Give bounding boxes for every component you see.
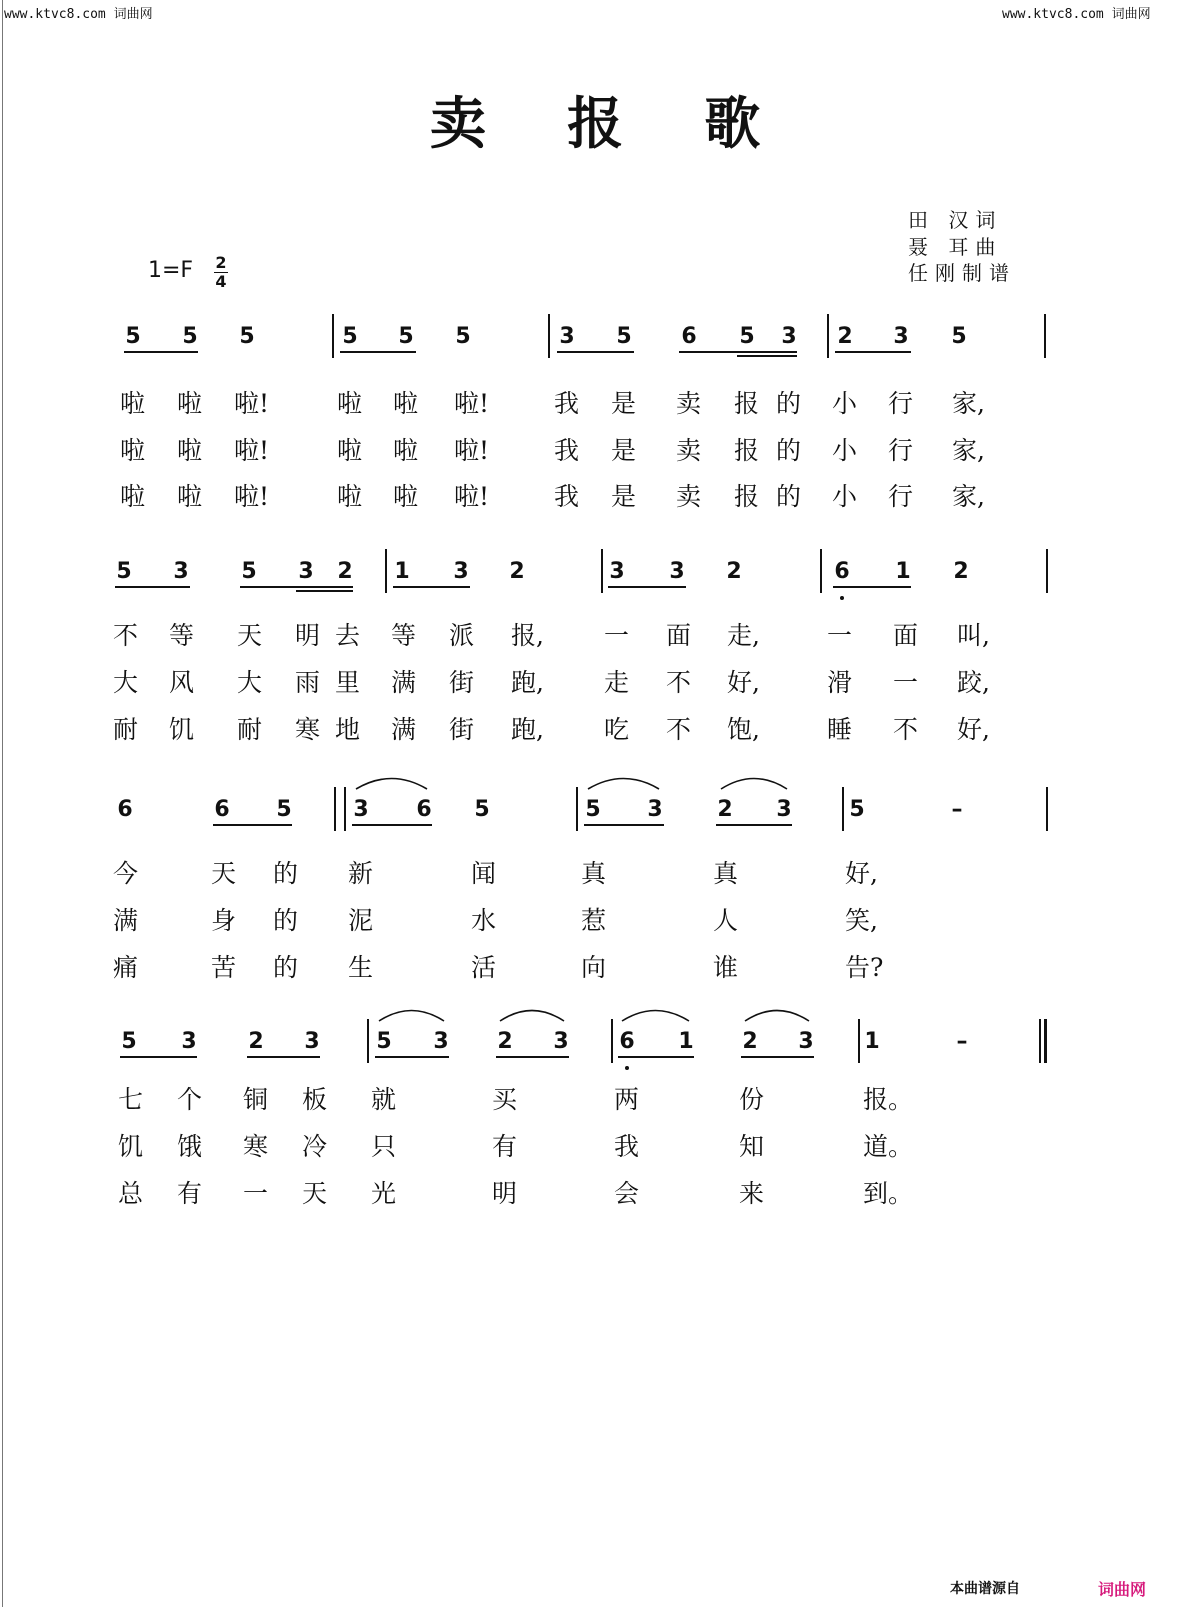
lyric-char: 的 bbox=[776, 482, 802, 511]
lyric-char: 啦 bbox=[120, 436, 146, 465]
note: 5 bbox=[951, 324, 967, 349]
beam-line bbox=[496, 1056, 569, 1058]
note: 5 bbox=[342, 324, 358, 349]
beam-line bbox=[296, 590, 353, 592]
note: 3 bbox=[798, 1029, 814, 1054]
note: 3 bbox=[781, 324, 797, 349]
lyric-char: 雨 bbox=[295, 668, 321, 697]
lyric-char: 跤, bbox=[957, 668, 990, 697]
lyric-char: 啦! bbox=[454, 482, 490, 511]
note: 5 bbox=[116, 559, 132, 584]
lyric-char: 饥 bbox=[169, 715, 195, 744]
lyric-char: 啦 bbox=[337, 482, 363, 511]
lyric-char: 新 bbox=[348, 859, 374, 888]
lyric-char: 饥 bbox=[118, 1132, 144, 1161]
lyric-char: 家, bbox=[952, 436, 985, 465]
lyric-char: 生 bbox=[348, 953, 374, 982]
lyric-char: 明 bbox=[295, 621, 321, 650]
lyric-char: 的 bbox=[273, 906, 299, 935]
lyric-char: 报 bbox=[734, 389, 760, 418]
lyric-char: 闻 bbox=[471, 859, 497, 888]
note: 2 bbox=[337, 559, 353, 584]
lyric-char: 不 bbox=[893, 715, 919, 744]
lyric-char: 笑, bbox=[845, 906, 878, 935]
bar-line bbox=[344, 787, 346, 831]
bar-line bbox=[1039, 1019, 1041, 1063]
note: 5 bbox=[616, 324, 632, 349]
lyric-char: 的 bbox=[776, 436, 802, 465]
beam-line bbox=[557, 351, 634, 353]
bar-line bbox=[385, 549, 387, 593]
octave-dot bbox=[840, 596, 844, 600]
lyric-char: 满 bbox=[391, 668, 417, 697]
lyric-char: 好, bbox=[727, 668, 760, 697]
lyric-char: 卖 bbox=[676, 482, 702, 511]
lyric-char: 向 bbox=[581, 953, 607, 982]
beam-line bbox=[608, 586, 686, 588]
beam-line bbox=[737, 355, 797, 357]
time-signature-bottom: 4 bbox=[215, 272, 227, 291]
footer-brand: 词曲网 bbox=[1098, 1580, 1147, 1599]
note: 3 bbox=[647, 797, 663, 822]
beam-line bbox=[835, 351, 911, 353]
lyric-char: 七 bbox=[118, 1085, 144, 1114]
bar-line bbox=[1046, 549, 1048, 593]
credit-lyricist: 田 汉词 bbox=[908, 208, 1003, 232]
lyric-char: 饱, bbox=[727, 715, 760, 744]
lyric-char: 家, bbox=[952, 389, 985, 418]
lyric-char: 面 bbox=[893, 621, 919, 650]
lyric-char: 家, bbox=[952, 482, 985, 511]
note: 5 bbox=[276, 797, 292, 822]
lyric-char: 有 bbox=[492, 1132, 518, 1161]
lyric-char: 报 bbox=[734, 482, 760, 511]
bar-line bbox=[842, 787, 844, 831]
lyric-char: 冷 bbox=[302, 1132, 328, 1161]
lyric-char: 身 bbox=[211, 906, 237, 935]
lyric-char: 明 bbox=[492, 1179, 518, 1208]
note: 3 bbox=[181, 1029, 197, 1054]
lyric-char: 痛 bbox=[113, 953, 139, 982]
lyric-char: 寒 bbox=[295, 715, 321, 744]
bar-line bbox=[820, 549, 822, 593]
lyric-char: 活 bbox=[471, 953, 497, 982]
beam-line bbox=[213, 824, 292, 826]
lyric-char: 大 bbox=[237, 668, 263, 697]
bar-line bbox=[548, 314, 550, 358]
note: – bbox=[956, 1029, 968, 1054]
lyric-char: 天 bbox=[211, 859, 237, 888]
note: 3 bbox=[433, 1029, 449, 1054]
lyric-char: 是 bbox=[611, 436, 637, 465]
note: 5 bbox=[585, 797, 601, 822]
lyric-char: 我 bbox=[614, 1132, 640, 1161]
note: 5 bbox=[239, 324, 255, 349]
lyric-char: 跑, bbox=[511, 715, 544, 744]
note: 3 bbox=[609, 559, 625, 584]
lyric-char: 报, bbox=[511, 621, 544, 650]
lyric-char: 是 bbox=[611, 389, 637, 418]
lyric-char: 面 bbox=[666, 621, 692, 650]
note: 3 bbox=[304, 1029, 320, 1054]
bar-line bbox=[332, 314, 334, 358]
lyric-char: 耐 bbox=[113, 715, 139, 744]
lyric-char: 耐 bbox=[237, 715, 263, 744]
lyric-char: 走, bbox=[727, 621, 760, 650]
bar-line bbox=[611, 1019, 613, 1063]
note: 3 bbox=[893, 324, 909, 349]
lyric-char: 不 bbox=[666, 668, 692, 697]
note: 1 bbox=[678, 1029, 694, 1054]
beam-line bbox=[247, 1056, 320, 1058]
lyric-char: 卖 bbox=[676, 436, 702, 465]
time-signature-top: 2 bbox=[215, 253, 227, 272]
lyric-char: 我 bbox=[554, 436, 580, 465]
lyric-char: 今 bbox=[113, 859, 139, 888]
lyric-char: 泥 bbox=[348, 906, 374, 935]
lyric-char: 啦! bbox=[234, 389, 270, 418]
lyric-char: 水 bbox=[471, 906, 497, 935]
lyric-char: 大 bbox=[113, 668, 139, 697]
note: 6 bbox=[416, 797, 432, 822]
note: – bbox=[951, 797, 963, 822]
lyric-char: 谁 bbox=[713, 953, 739, 982]
lyric-char: 啦 bbox=[120, 482, 146, 511]
lyric-char: 里 bbox=[335, 668, 361, 697]
header-left-url: www.ktvc8.com 词曲网 bbox=[4, 7, 153, 22]
note: 3 bbox=[173, 559, 189, 584]
lyric-char: 叫, bbox=[957, 621, 990, 650]
lyric-char: 啦 bbox=[177, 389, 203, 418]
note: 5 bbox=[849, 797, 865, 822]
lyric-char: 一 bbox=[243, 1179, 269, 1208]
lyric-char: 行 bbox=[888, 482, 914, 511]
note: 3 bbox=[298, 559, 314, 584]
bar-line bbox=[576, 787, 578, 831]
beam-line bbox=[679, 351, 797, 353]
note: 3 bbox=[776, 797, 792, 822]
lyric-char: 光 bbox=[371, 1179, 397, 1208]
lyric-char: 走 bbox=[604, 668, 630, 697]
lyric-char: 街 bbox=[449, 668, 475, 697]
time-signature bbox=[214, 255, 228, 290]
lyric-char: 啦 bbox=[393, 482, 419, 511]
slur-mark bbox=[355, 774, 428, 790]
note: 3 bbox=[353, 797, 369, 822]
lyric-char: 小 bbox=[832, 482, 858, 511]
bar-line bbox=[827, 314, 829, 358]
lyric-char: 好, bbox=[845, 859, 878, 888]
lyric-char: 啦 bbox=[393, 389, 419, 418]
lyric-char: 我 bbox=[554, 389, 580, 418]
slur-mark bbox=[587, 774, 660, 790]
bar-line bbox=[1046, 787, 1048, 831]
beam-line bbox=[340, 351, 416, 353]
footer-source: 本曲谱源自 bbox=[950, 1581, 1020, 1597]
note: 3 bbox=[553, 1029, 569, 1054]
lyric-char: 睡 bbox=[827, 715, 853, 744]
lyric-char: 道。 bbox=[863, 1132, 914, 1161]
note: 5 bbox=[121, 1029, 137, 1054]
lyric-char: 来 bbox=[739, 1179, 765, 1208]
credit-composer: 聂 耳曲 bbox=[908, 235, 1003, 259]
note: 6 bbox=[619, 1029, 635, 1054]
bar-line bbox=[367, 1019, 369, 1063]
lyric-char: 行 bbox=[888, 436, 914, 465]
note: 1 bbox=[864, 1029, 880, 1054]
slur-mark bbox=[621, 1006, 690, 1022]
lyric-char: 总 bbox=[118, 1179, 144, 1208]
note: 3 bbox=[453, 559, 469, 584]
note: 2 bbox=[837, 324, 853, 349]
note: 2 bbox=[953, 559, 969, 584]
note: 6 bbox=[117, 797, 133, 822]
lyric-char: 苦 bbox=[211, 953, 237, 982]
lyric-char: 啦! bbox=[454, 389, 490, 418]
lyric-char: 的 bbox=[776, 389, 802, 418]
note: 5 bbox=[241, 559, 257, 584]
note: 1 bbox=[895, 559, 911, 584]
lyric-char: 啦 bbox=[177, 436, 203, 465]
lyric-char: 啦 bbox=[393, 436, 419, 465]
note: 2 bbox=[509, 559, 525, 584]
header-right-url: www.ktvc8.com 词曲网 bbox=[1002, 7, 1151, 22]
note: 1 bbox=[394, 559, 410, 584]
lyric-char: 知 bbox=[739, 1132, 765, 1161]
lyric-char: 就 bbox=[371, 1085, 397, 1114]
lyric-char: 派 bbox=[449, 621, 475, 650]
lyric-char: 份 bbox=[739, 1085, 765, 1114]
note: 5 bbox=[182, 324, 198, 349]
note: 5 bbox=[125, 324, 141, 349]
lyric-char: 吃 bbox=[604, 715, 630, 744]
lyric-char: 风 bbox=[169, 668, 195, 697]
lyric-char: 买 bbox=[492, 1085, 518, 1114]
lyric-char: 真 bbox=[581, 859, 607, 888]
song-title: 卖 报 歌 bbox=[430, 91, 791, 157]
lyric-char: 板 bbox=[302, 1085, 328, 1114]
lyric-char: 惹 bbox=[581, 906, 607, 935]
lyric-char: 卖 bbox=[676, 389, 702, 418]
beam-line bbox=[120, 1056, 197, 1058]
slur-mark bbox=[378, 1006, 445, 1022]
note: 5 bbox=[398, 324, 414, 349]
lyric-char: 滑 bbox=[827, 668, 853, 697]
note: 6 bbox=[214, 797, 230, 822]
note: 2 bbox=[742, 1029, 758, 1054]
lyric-char: 两 bbox=[614, 1085, 640, 1114]
lyric-char: 天 bbox=[237, 621, 263, 650]
lyric-char: 告? bbox=[845, 953, 884, 982]
lyric-char: 满 bbox=[113, 906, 139, 935]
lyric-char: 一 bbox=[604, 621, 630, 650]
note: 3 bbox=[559, 324, 575, 349]
note: 2 bbox=[497, 1029, 513, 1054]
note: 2 bbox=[717, 797, 733, 822]
lyric-char: 到。 bbox=[863, 1179, 914, 1208]
lyric-char: 小 bbox=[832, 436, 858, 465]
note: 5 bbox=[474, 797, 490, 822]
note: 6 bbox=[834, 559, 850, 584]
lyric-char: 只 bbox=[371, 1132, 397, 1161]
beam-line bbox=[833, 586, 911, 588]
lyric-char: 的 bbox=[273, 859, 299, 888]
lyric-char: 等 bbox=[391, 621, 417, 650]
lyric-char: 我 bbox=[554, 482, 580, 511]
lyric-char: 一 bbox=[893, 668, 919, 697]
slur-mark bbox=[499, 1006, 565, 1022]
lyric-char: 等 bbox=[169, 621, 195, 650]
beam-line bbox=[240, 586, 353, 588]
note: 5 bbox=[739, 324, 755, 349]
lyric-char: 的 bbox=[273, 953, 299, 982]
lyric-char: 啦! bbox=[234, 482, 270, 511]
note: 5 bbox=[376, 1029, 392, 1054]
lyric-char: 地 bbox=[335, 715, 361, 744]
bar-line bbox=[858, 1019, 860, 1063]
lyric-char: 个 bbox=[177, 1085, 203, 1114]
key-signature: 1=F bbox=[148, 258, 194, 283]
beam-line bbox=[618, 1056, 694, 1058]
lyric-char: 跑, bbox=[511, 668, 544, 697]
lyric-char: 行 bbox=[888, 389, 914, 418]
lyric-char: 啦 bbox=[337, 389, 363, 418]
beam-line bbox=[584, 824, 664, 826]
beam-line bbox=[375, 1056, 449, 1058]
lyric-char: 一 bbox=[827, 621, 853, 650]
lyric-char: 小 bbox=[832, 389, 858, 418]
beam-line bbox=[115, 586, 190, 588]
bar-line bbox=[334, 787, 336, 831]
lyric-char: 饿 bbox=[177, 1132, 203, 1161]
lyric-char: 会 bbox=[614, 1179, 640, 1208]
lyric-char: 报 bbox=[734, 436, 760, 465]
note: 6 bbox=[681, 324, 697, 349]
lyric-char: 啦 bbox=[337, 436, 363, 465]
lyric-char: 不 bbox=[666, 715, 692, 744]
lyric-char: 好, bbox=[957, 715, 990, 744]
lyric-char: 天 bbox=[302, 1179, 328, 1208]
slur-mark bbox=[720, 774, 788, 790]
lyric-char: 铜 bbox=[243, 1085, 269, 1114]
lyric-char: 人 bbox=[713, 906, 739, 935]
beam-line bbox=[393, 586, 470, 588]
bar-line bbox=[1044, 314, 1046, 358]
slur-mark bbox=[744, 1006, 810, 1022]
beam-line bbox=[741, 1056, 814, 1058]
lyric-char: 不 bbox=[113, 621, 139, 650]
beam-line bbox=[352, 824, 432, 826]
bar-line bbox=[1044, 1019, 1047, 1063]
octave-dot bbox=[625, 1066, 629, 1070]
note: 3 bbox=[669, 559, 685, 584]
lyric-char: 有 bbox=[177, 1179, 203, 1208]
credit-transcriber: 任刚制谱 bbox=[908, 261, 1016, 285]
lyric-char: 是 bbox=[611, 482, 637, 511]
lyric-char: 去 bbox=[335, 621, 361, 650]
lyric-char: 啦 bbox=[177, 482, 203, 511]
lyric-char: 啦 bbox=[120, 389, 146, 418]
lyric-char: 报。 bbox=[863, 1085, 914, 1114]
page-frame bbox=[2, 0, 3, 1607]
lyric-char: 满 bbox=[391, 715, 417, 744]
beam-line bbox=[716, 824, 792, 826]
lyric-char: 真 bbox=[713, 859, 739, 888]
lyric-char: 啦! bbox=[234, 436, 270, 465]
lyric-char: 街 bbox=[449, 715, 475, 744]
note: 2 bbox=[248, 1029, 264, 1054]
note: 5 bbox=[455, 324, 471, 349]
note: 2 bbox=[726, 559, 742, 584]
bar-line bbox=[601, 549, 603, 593]
beam-line bbox=[124, 351, 198, 353]
lyric-char: 寒 bbox=[243, 1132, 269, 1161]
lyric-char: 啦! bbox=[454, 436, 490, 465]
